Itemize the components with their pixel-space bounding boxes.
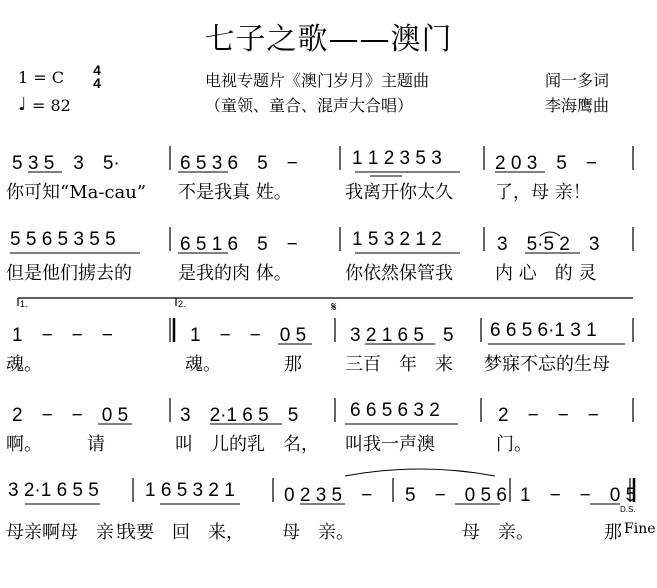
time-signature-top: 4 <box>93 62 101 78</box>
line3-measure1-notes: 1 − − − <box>12 325 113 346</box>
line2-measure4-notes: 3 5·5 2 3 <box>497 234 600 255</box>
line4-measure4-notes: 2 − − − <box>498 405 599 426</box>
line2-lyric1: 但是他们掳去的 <box>6 263 132 284</box>
line3-measure4-notes: 6 6 5 6·1 3 1 <box>490 320 597 341</box>
composer-credit: 李海鹰曲 <box>545 96 610 115</box>
line2-measure3-notes: 1 5 3 2 1 2 <box>352 229 442 250</box>
fine-mark: Fine <box>624 521 656 537</box>
line2-lyric4: 内 心 的 灵 <box>495 263 597 284</box>
line4-lyric2: 叫 儿的乳 名， <box>175 434 319 455</box>
line5-lyric1: 母亲啊母 亲！ <box>6 522 132 543</box>
line3-lyric1: 魂。 <box>6 354 42 375</box>
song-title: 七子之歌——澳门 <box>204 22 453 57</box>
subtitle-performance: （童领、童合、混声大合唱） <box>205 96 414 115</box>
line5-measure4-notes: 5 − 0 5 6 <box>405 485 507 506</box>
line1-measure1-notes: 5 3 5 3 5· <box>12 153 120 174</box>
line1-lyric3: 我离开你太久 <box>345 182 453 203</box>
line1-lyric4: 了，母 亲！ <box>495 182 591 203</box>
line5-measure2-notes: 1 6 5 3 2 1 <box>145 480 235 501</box>
line4-lyric3: 叫我一声澳 <box>345 434 435 455</box>
line5-lyric4: 母 亲。 <box>462 522 534 543</box>
line5-measure1-notes: 3 2·1 6 5 5 <box>8 480 99 501</box>
line1-lyric1: 你可知“Ma-cau” <box>6 182 147 203</box>
line1-measure4-notes: 2 0 3 5 − <box>495 153 597 174</box>
time-signature-bottom: 4 <box>93 75 101 91</box>
line3-measure3-notes: 3 2 1 6 5 5 <box>350 325 454 346</box>
line3-lyric3: 三百 年 来 <box>345 354 453 375</box>
line5-lyric5: 那 <box>604 522 622 543</box>
volta-first-label: 1. <box>20 299 28 309</box>
tempo-marking: = 82 <box>32 96 71 115</box>
line5-lyric2: 我要 回 来， <box>118 522 244 543</box>
da-segno-mark: D.S. <box>620 505 636 514</box>
line1-measure3-notes: 1 1 2 3 5 3 <box>352 148 442 169</box>
line2-measure2-notes: 6 5 1 6 5 − <box>180 234 298 255</box>
line1-measure2-notes: 6 5 3 6 5 − <box>180 153 298 174</box>
line4-lyric1: 啊。 请 <box>6 434 105 455</box>
lyricist-credit: 闻一多词 <box>545 71 610 90</box>
line4-measure3-notes: 6 6 5 6 3 2 <box>350 400 440 421</box>
line2-measure1-notes: 5 5 6 5 3 5 5 <box>10 229 116 250</box>
line5-lyric3: 母 亲。 <box>282 522 354 543</box>
line4-measure2-notes: 3 2·1 6 5 5 <box>180 405 299 426</box>
line4-lyric4: 门。 <box>496 434 532 455</box>
line4-measure1-notes: 2 − − 0 5 <box>12 405 129 426</box>
line5-measure3-notes: 0 2 3 5 − <box>284 485 373 506</box>
line3-measure2-notes: 1 − − 0 5 <box>190 325 307 346</box>
line5-measure5-notes: 1 − − 0 5 <box>520 485 637 506</box>
line3-lyric4: 梦寐不忘的生母 <box>484 354 610 375</box>
line2-lyric2: 是我的肉 体。 <box>178 263 292 284</box>
subtitle-theme: 电视专题片《澳门岁月》主题曲 <box>205 71 430 90</box>
line1-lyric2: 不是我真 姓。 <box>178 182 292 203</box>
segno-icon: 𝄋 <box>331 300 337 315</box>
quarter-note-icon: ♩ <box>18 94 27 115</box>
line3-lyric2: 魂。 那 <box>185 354 302 375</box>
volta-second-label: 2. <box>178 299 186 309</box>
key-signature: 1 = C <box>18 68 64 87</box>
line2-lyric3: 你依然保管我 <box>345 263 453 284</box>
